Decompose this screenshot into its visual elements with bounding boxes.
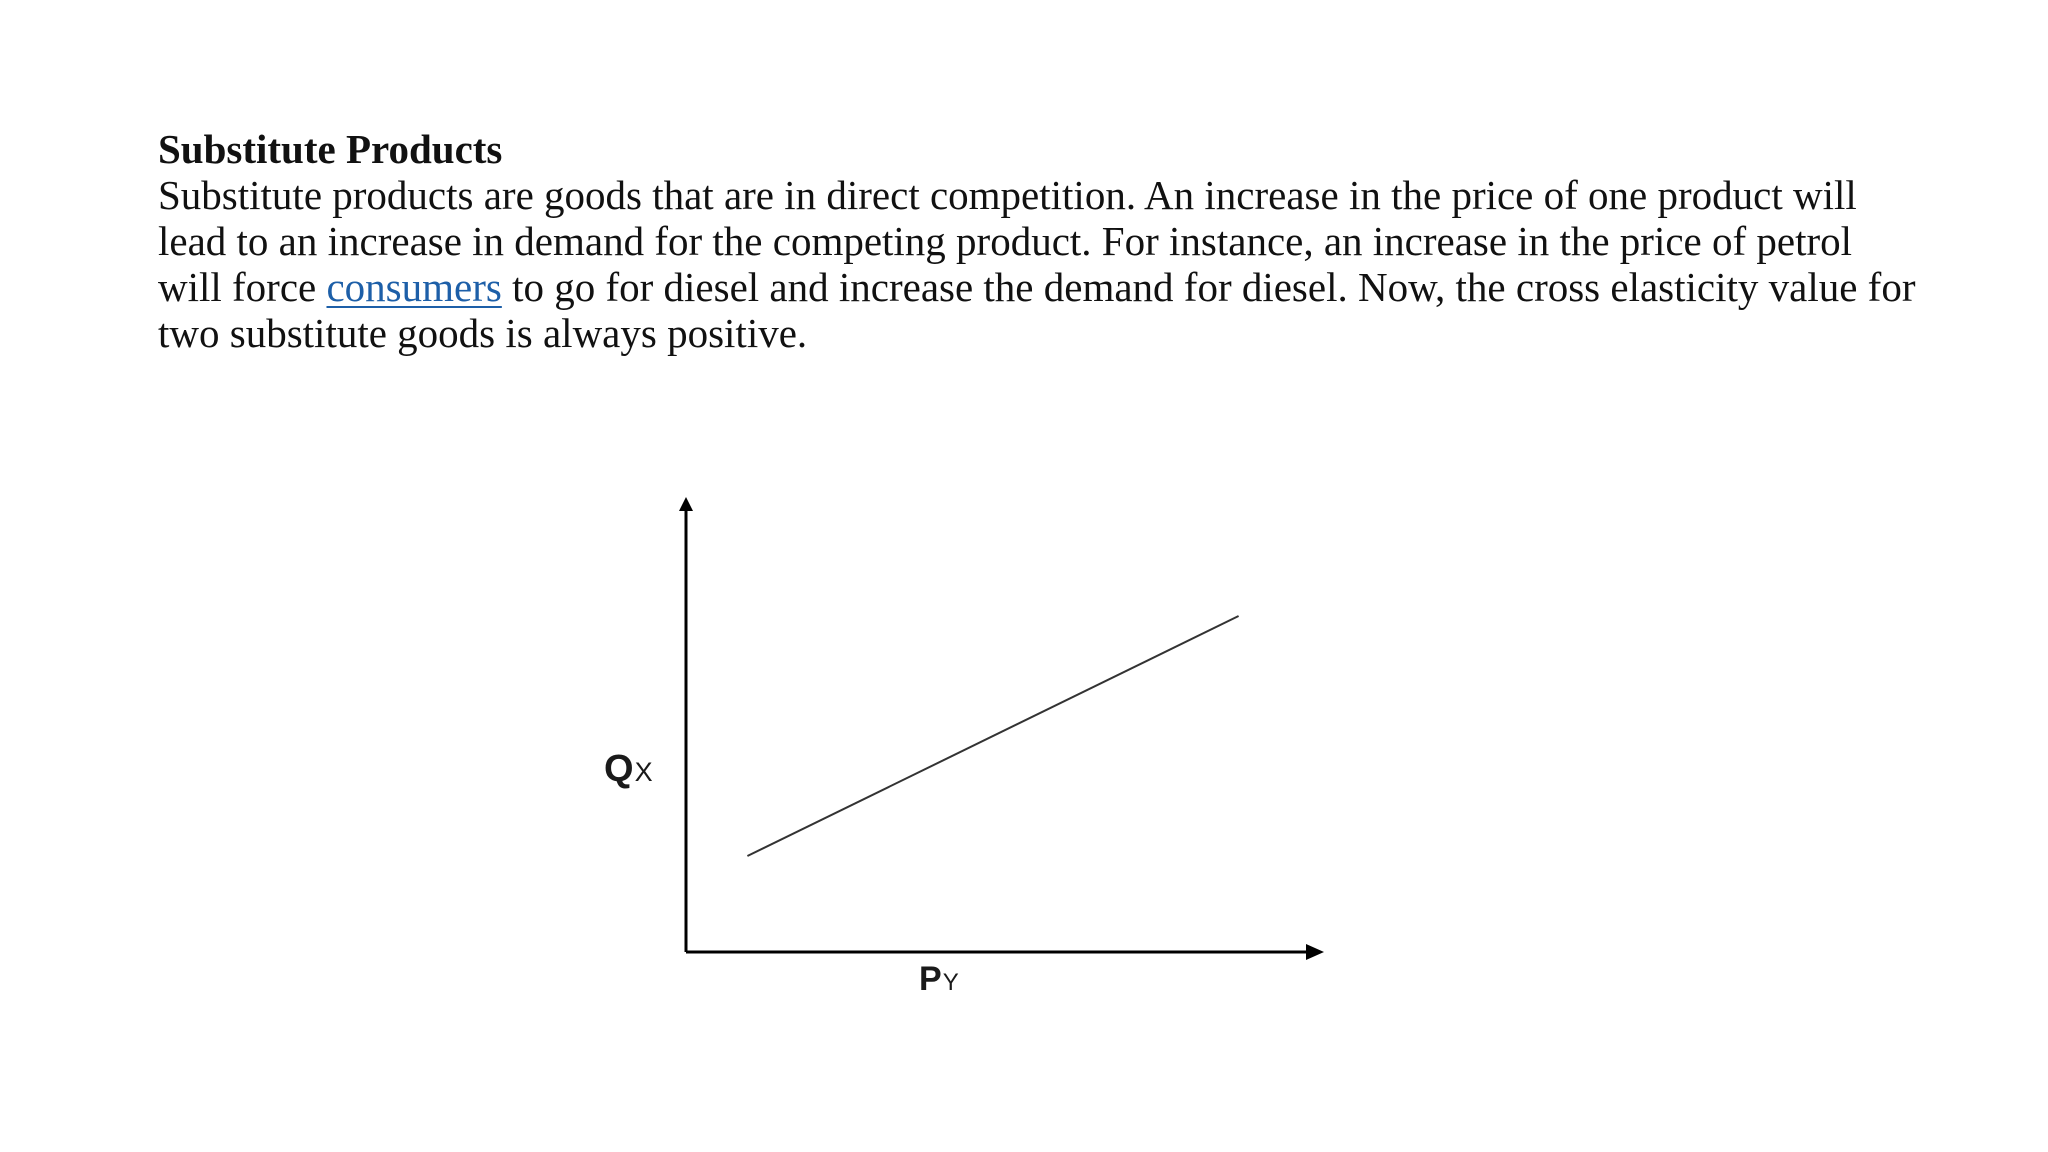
y-axis-label xyxy=(604,748,653,790)
y-axis-label-main: Q xyxy=(604,748,634,790)
x-axis-label-main: P xyxy=(919,960,942,998)
article-paragraph xyxy=(158,172,1918,356)
consumers-link[interactable]: consumers xyxy=(326,264,502,310)
x-axis-label xyxy=(919,960,959,998)
series-line-0 xyxy=(747,616,1238,856)
y-axis-arrowhead xyxy=(679,497,693,511)
chart-series xyxy=(747,616,1238,856)
paragraph-text-before-link: Substitute products are goods that are in direct competition. An increase in the price of one product will lead to an increase in demand for the competing product. For instance, an increase in the price of petrol will force xyxy=(158,172,1857,310)
x-axis-arrowhead xyxy=(1306,944,1324,960)
paragraph-text-after-link: to go for diesel and increase the demand for diesel. Now, the cross elasticity value for two substitute goods is always positive. xyxy=(158,264,1916,356)
chart-axes xyxy=(679,497,1324,960)
article xyxy=(158,126,1918,356)
y-axis-label-sub: X xyxy=(634,757,653,787)
x-axis-label-sub: Y xyxy=(942,969,959,996)
article-heading: Substitute Products xyxy=(158,126,503,172)
